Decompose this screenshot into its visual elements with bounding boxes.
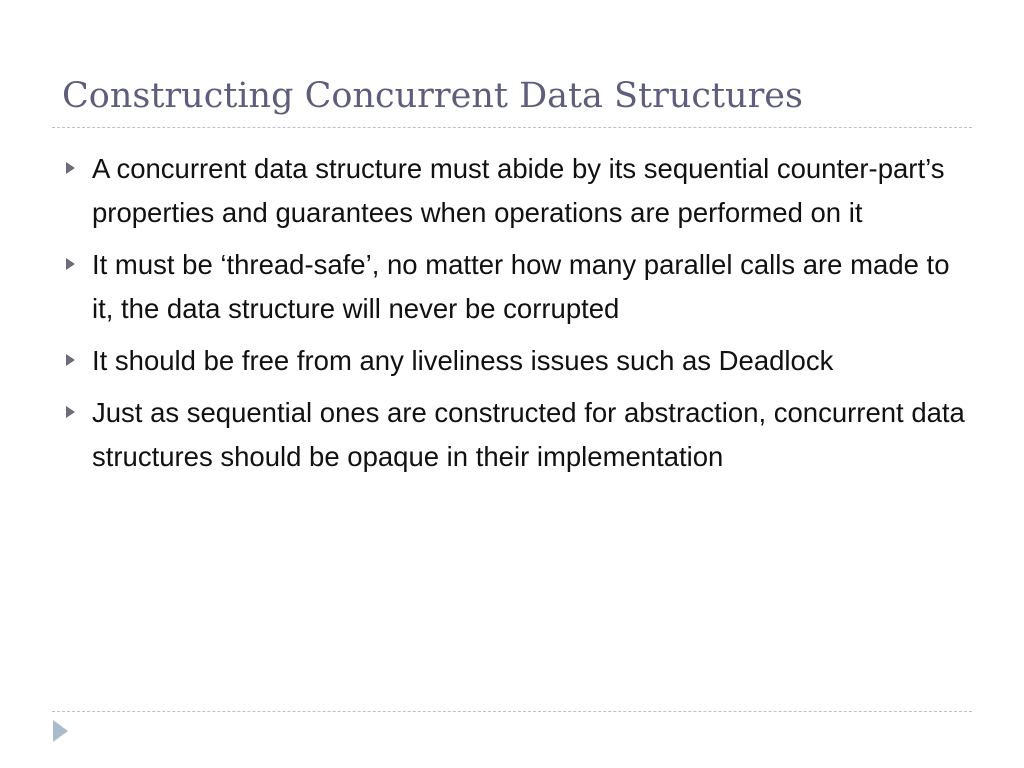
bullet-list <box>60 147 970 487</box>
bullet-text: It should be free from any liveliness issues such as Deadlock <box>92 345 834 376</box>
bullet-item <box>60 339 970 383</box>
bullet-text: Just as sequential ones are constructed for abstraction, concurrent data structures should be opaque in their implementation <box>92 397 965 472</box>
bullet-item <box>60 243 970 331</box>
title-divider <box>52 127 972 128</box>
bullet-item <box>60 391 970 479</box>
footer-divider <box>52 711 972 712</box>
slide-title: Constructing Concurrent Data Structures <box>62 76 803 116</box>
triangle-right-icon <box>66 162 75 174</box>
triangle-right-icon <box>66 406 75 418</box>
triangle-right-icon <box>66 258 75 270</box>
next-slide-icon[interactable] <box>53 720 68 742</box>
bullet-text: A concurrent data structure must abide by its sequential counter-part’s properties and guarantees when operations are performed on it <box>92 153 945 228</box>
triangle-right-icon <box>66 354 75 366</box>
bullet-item <box>60 147 970 235</box>
bullet-text: It must be ‘thread-safe’, no matter how many parallel calls are made to it, the data structure will never be corrupted <box>92 249 950 324</box>
